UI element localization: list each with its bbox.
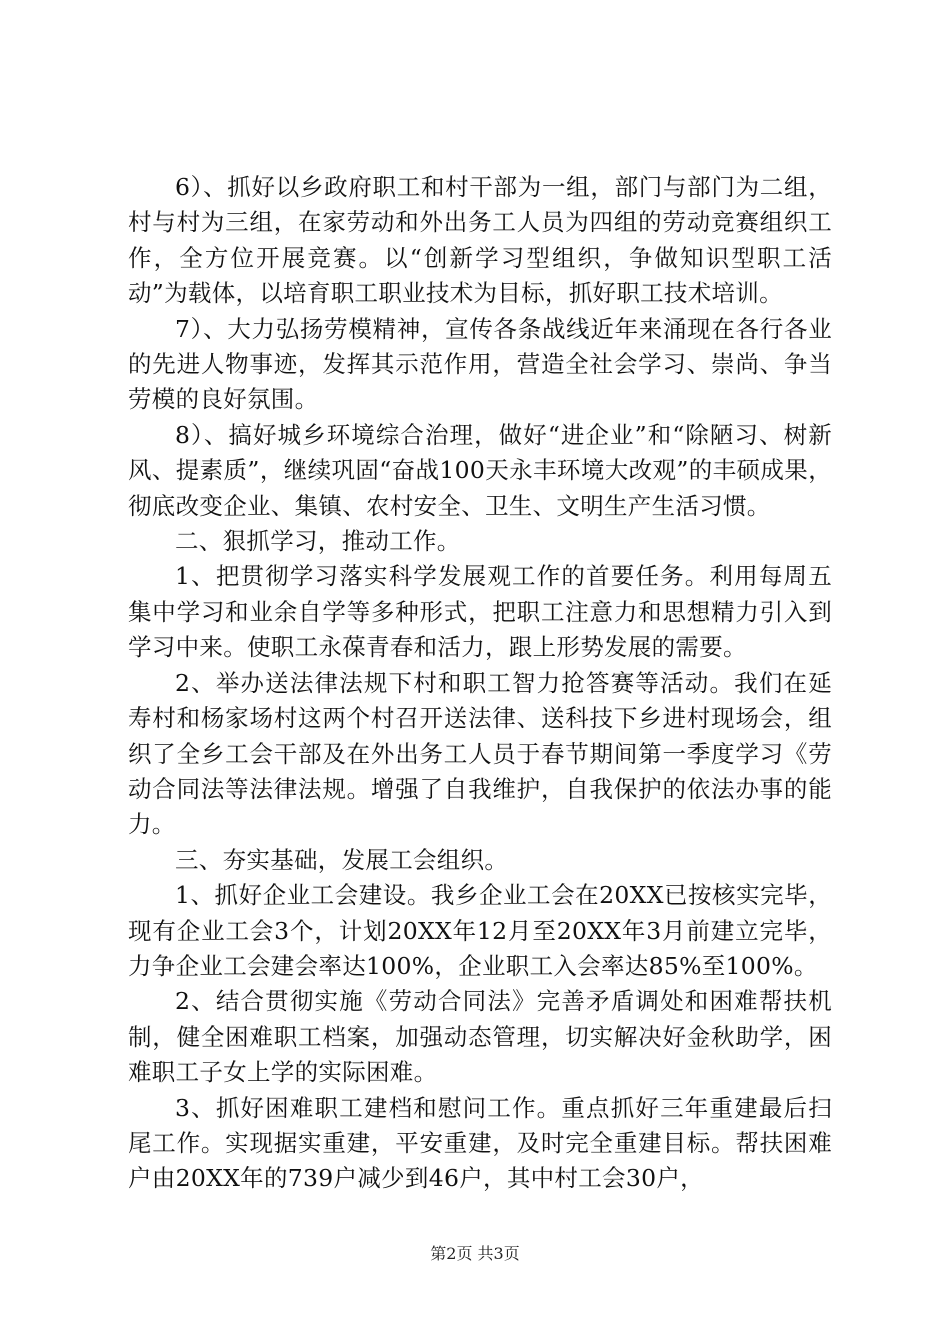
paragraph-study-2: 2、举办送法律法规下村和职工智力抢答赛等活动。我们在延寿村和杨家场村这两个村召开送法律、送科技下乡进村现场会，组织了全乡工会干部及在外出务工人员于春节期间第一季度学习《劳动合同法等法律法规。增强了自我维护，自我保护的依法办事的能力。 (128, 668, 832, 839)
paragraph-item-6: 6）、抓好以乡政府职工和村干部为一组，部门与部门为二组，村与村为三组，在家劳动和外出务工人员为四组的劳动竞赛组织工作，全方位开展竞赛。以“创新学习型组织，争做知识型职工活动”为载体，以培育职工职业技术为目标，抓好职工技术培训。 (128, 173, 832, 308)
paragraph-study-1: 1、把贯彻学习落实科学发展观工作的首要任务。利用每周五集中学习和业余自学等多种形式，把职工注意力和思想精力引入到学习中来。使职工永葆青春和活力，跟上形势发展的需要。 (128, 562, 832, 662)
paragraph-item-8: 8）、搞好城乡环境综合治理，做好“进企业”和“除陋习、树新风、提素质”，继续巩固“奋战100天永丰环境大改观”的丰硕成果，彻底改变企业、集镇、农村安全、卫生、文明生产生活习惯。 (128, 420, 832, 520)
paragraph-foundation-3: 3、抓好困难职工建档和慰问工作。重点抓好三年重建最后扫尾工作。实现据实重建，平安重建，及时完全重建目标。帮扶困难户由20XX年的739户减少到46户，其中村工会30户， (128, 1093, 832, 1193)
document-body (128, 170, 832, 1197)
section-heading-study: 二、狠抓学习，推动工作。 (175, 527, 461, 556)
paragraph-item-7: 7）、大力弘扬劳模精神，宣传各条战线近年来涌现在各行各业的先进人物事迹，发挥其示范作用，营造全社会学习、崇尚、争当劳模的良好氛围。 (128, 314, 832, 414)
page-number-footer: 第2页 共3页 (430, 1244, 520, 1263)
section-heading-foundation: 三、夯实基础，发展工会组织。 (175, 845, 509, 874)
paragraph-foundation-2: 2、结合贯彻实施《劳动合同法》完善矛盾调处和困难帮扶机制，健全困难职工档案，加强动态管理，切实解决好金秋助学，困难职工子女上学的实际困难。 (128, 987, 832, 1087)
paragraph-foundation-1: 1、抓好企业工会建设。我乡企业工会在20XX已按核实完毕，现有企业工会3个，计划20XX年12月至20XX年3月前建立完毕，力争企业工会建会率达100%，企业职工入会率达85%至100%。 (128, 881, 832, 980)
